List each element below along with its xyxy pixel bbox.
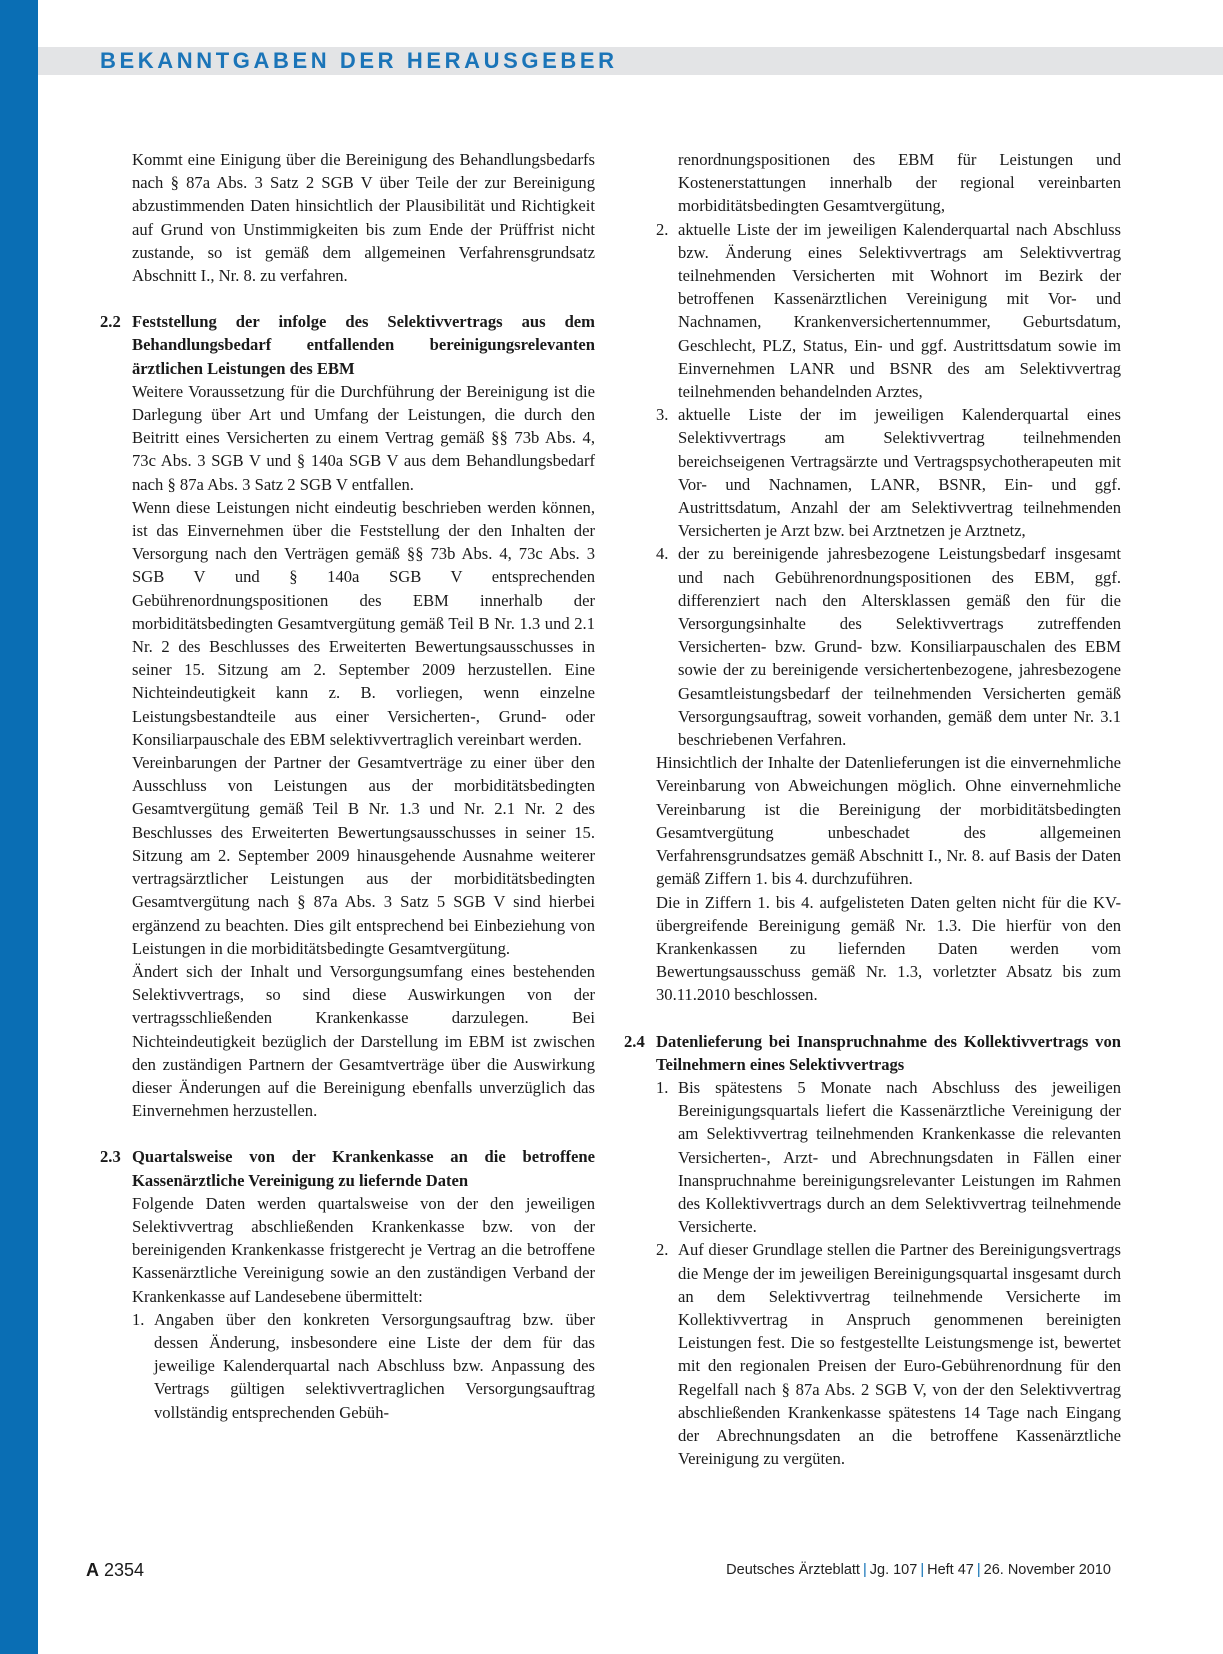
section-2-3 bbox=[100, 1145, 595, 1423]
list-item-number: 1. bbox=[132, 1309, 145, 1329]
section-2-4-title: Datenlieferung bei Inanspruchnahme des Kollektivvertrags von Teilnehmern eines Selektivvertrags bbox=[656, 1031, 1121, 1074]
section-header-title: BEKANNTGABEN DER HERAUSGEBER bbox=[100, 48, 618, 73]
list-item-number: 4. bbox=[656, 544, 669, 564]
list-item-text: aktuelle Liste der im jeweiligen Kalenderquartal eines Selektivvertrags am Selektivvertrag teilnehmenden bereichseigenen Vertragsärzte und Vertragspsychotherapeuten mit Vor- und Nachnamen, LANR, BSNR, Ein- und ggf. Austrittsdatum, Anzahl der am Selektivvertrag teilnehmenden Versicherten je Arzt bzw. bei Arztnetzen je Arztnetz, bbox=[678, 405, 1121, 541]
page-prefix: A bbox=[86, 1560, 99, 1580]
list-item bbox=[656, 542, 1121, 751]
list-item bbox=[656, 1238, 1121, 1470]
list-item-number: 1. bbox=[656, 1077, 669, 1097]
journal-issue: Heft 47 bbox=[927, 1562, 974, 1578]
list-item-number: 2. bbox=[656, 1240, 669, 1260]
page-number-value: 2354 bbox=[104, 1560, 145, 1580]
journal-volume: Jg. 107 bbox=[869, 1562, 918, 1578]
footer-separator: | bbox=[920, 1562, 925, 1578]
journal-footer bbox=[726, 1562, 1111, 1578]
section-2-4-list bbox=[656, 1076, 1121, 1470]
journal-name: Deutsches Ärzteblatt bbox=[726, 1562, 860, 1578]
list-item-text: der zu bereinigende jahresbezogene Leistungsbedarf insgesamt und nach Gebührenordnungspositionen des EBM, ggf. differenziert nach den Altersklassen gemäß den für die Versorgungsinhalte des Selektivvertrags zutreffenden Versicherten- bzw. Grund- bzw. Konsiliarpauschalen des EBM sowie der zu bereinigende versichertenbezogene, jahresbezogene Gesamtleistungsbedarf der teilnehmenden Versicherten gemäß Versorgungsauftrag, soweit vorhanden, gemäß dem unter Nr. 3.1 beschriebenen Verfahren. bbox=[678, 544, 1121, 750]
data-delivery-paragraph-2: Die in Ziffern 1. bis 4. aufgelisteten Daten gelten nicht für die KV-übergreifende Bereinigung gemäß Nr. 1.3. Die hierfür von den Krankenkassen zu liefernden Daten werden vom Bewertungsausschuss gemäß Nr. 1.3, vorletzter Absatz bis zum 30.11.2010 beschlossen. bbox=[656, 892, 1121, 1005]
page-number bbox=[86, 1560, 144, 1581]
list-item-text: Angaben über den konkreten Versorgungsauftrag bzw. über dessen Änderung, insbesondere eine Liste der dem für das jeweilige Kalenderquartal nach Abschluss bzw. Anpassung des Vertrags gültigen selektivvertraglichen Versorgungsauftrag vollständig entsprechenden Gebüh- bbox=[154, 1309, 595, 1422]
section-2-3-number: 2.3 bbox=[100, 1147, 121, 1167]
list-item-1-continuation: renordnungspositionen des EBM für Leistungen und Kostenerstattungen innerhalb der regional vereinbarten morbiditätsbedingten Gesamtvergütung, bbox=[678, 150, 1121, 216]
list-item-text: Auf dieser Grundlage stellen die Partner des Bereinigungsvertrags die Menge der im jeweiligen Bereinigungsquartal insgesamt durch an dem Selektivvertrag teilnehmende Versicherte im Kollektivvertrag in Anspruch genommenen bereinigten Leistungen fest. Die so festgestellte Leistungsmenge ist, bewertet mit den regionalen Preisen der Euro-Gebührenordnung für den Regelfall nach § 87a Abs. 2 SGB V, von der den Selektivvertrag abschließenden Krankenkasse spätestens 14 Tage nach Eingang der Abrechnungsdaten an die betroffene Kassenärztliche Vereinigung zu vergüten. bbox=[678, 1240, 1121, 1469]
list-item-text: aktuelle Liste der im jeweiligen Kalenderquartal nach Abschluss bzw. Änderung eines Selektivvertrags am Selektivvertrag teilnehmenden Versicherten mit Wohnort im Bezirk der betroffenen Kassenärztlichen Vereinigung mit Vor- und Nachnamen, Krankenversichertennummer, Geburtsdatum, Geschlecht, PLZ, Status, Ein- und ggf. Austrittsdatum sowie im Einvernehmen LANR und BSNR des am Selektivvertrag teilnehmenden behandelnden Arztes, bbox=[678, 219, 1121, 402]
section-2-2-paragraph-3: Vereinbarungen der Partner der Gesamtverträge zu einer über den Ausschluss von Leistungen aus der morbiditätsbedingten Gesamtvergütung gemäß Teil B Nr. 1.3 und Nr. 2.1 Nr. 2 des Beschlusses des Erweiterten Bewertungsausschusses in seiner 15. Sitzung am 2. September 2009 hinausgehende Ausnahme weiterer vertragsärztlicher Leistungen aus der morbiditätsbedingten Gesamtvergütung nach § 87a Abs. 3 Satz 5 SGB V sind hierbei ergänzend zu beachten. Dies gilt entsprechend bei Einbeziehung von Leistungen in die morbiditätsbedingte Gesamtvergütung. bbox=[132, 753, 595, 958]
section-2-3-paragraph-1: Folgende Daten werden quartalsweise von der den jeweiligen Selektivvertrag abschließenden Krankenkasse bzw. von der bereinigenden Krankenkasse fristgerecht je Vertrag an die betroffene Kassenärztliche Vereinigung sowie an den zuständigen Verband der Krankenkasse auf Landesebene übermittelt: bbox=[132, 1193, 595, 1306]
section-2-3-list bbox=[132, 1308, 595, 1424]
list-item-number: 3. bbox=[656, 405, 669, 425]
data-delivery-paragraph-1: Hinsichtlich der Inhalte der Datenlieferungen ist die einvernehmliche Vereinbarung von Abweichungen möglich. Ohne einvernehmliche Vereinbarung ist die Bereinigung der morbiditätsbedingten Gesamtvergütung unbeschadet des allgemeinen Verfahrensgrundsatzes gemäß Abschnitt I., Nr. 8. auf Basis der Daten gemäß Ziffern 1. bis 4. durchzuführen. bbox=[656, 753, 1121, 889]
list-item bbox=[656, 403, 1121, 542]
section-2-4 bbox=[624, 1030, 1121, 1471]
section-2-3-list-continued bbox=[656, 218, 1121, 752]
footer-separator: | bbox=[862, 1562, 867, 1578]
section-2-4-number: 2.4 bbox=[624, 1031, 645, 1051]
list-item bbox=[132, 1308, 595, 1424]
footer-separator: | bbox=[976, 1562, 981, 1578]
section-2-2 bbox=[100, 310, 595, 1122]
list-item-number: 2. bbox=[656, 219, 669, 239]
journal-date: 26. November 2010 bbox=[983, 1562, 1111, 1578]
section-2-2-paragraph-1: Weitere Voraussetzung für die Durchführung der Bereinigung ist die Darlegung über Art und Umfang der Leistungen, die durch den Beitritt eines Versicherten zu einem Vertrag gemäß §§ 73b Abs. 4, 73c Abs. 3 SGB V und § 140a SGB V aus dem Behandlungsbedarf nach § 87a Abs. 3 Satz 2 SGB V entfallen. bbox=[132, 381, 595, 494]
section-2-2-title: Feststellung der infolge des Selektivvertrags aus dem Behandlungsbedarf entfallenden bereinigungsrelevanten ärztlichen Leistungen des EBM bbox=[132, 312, 595, 378]
list-item bbox=[656, 1076, 1121, 1238]
section-2-2-number: 2.2 bbox=[100, 312, 121, 332]
section-2-2-paragraph-2: Wenn diese Leistungen nicht eindeutig beschrieben werden können, ist das Einvernehmen über die Feststellung der den Inhalten der Versorgung nach den Verträgen gemäß §§ 73b Abs. 4, 73c Abs. 3 SGB V und § 140a SGB V entsprechenden Gebührenordnungspositionen des EBM innerhalb der morbiditätsbedingten Gesamtvergütung gemäß Teil B Nr. 1.3 und 2.1 Nr. 2 des Beschlusses des Erweiterten Bewertungsausschusses in seiner 15. Sitzung am 2. September 2009 herzustellen. Eine Nichteindeutigkeit kann z. B. vorliegen, wenn einzelne Leistungsbestandteile aus einer Versicherten-, Grund- oder Konsiliarpauschale des EBM selektivvertraglich vereinbart werden. bbox=[132, 497, 595, 749]
section-2-2-paragraph-4: Ändert sich der Inhalt und Versorgungsumfang eines bestehenden Selektivvertrags, so sind diese Auswirkungen von der vertragsschließenden Krankenkasse darzulegen. Bei Nichteindeutigkeit bezüglich der Darstellung im EBM ist zwischen den zuständigen Partnern der Gesamtverträge über die Auswirkung dieser Änderungen auf die Bereinigung ebenfalls unverzüglich das Einvernehmen herzustellen. bbox=[132, 961, 595, 1121]
intro-paragraph: Kommt eine Einigung über die Bereinigung des Behandlungsbedarfs nach § 87a Abs. 3 Satz 2 SGB V über Teile der zur Bereinigung abzustimmenden Daten hinsichtlich der Plausibilität und Richtigkeit auf Grund von Unstimmigkeiten bis zum Ende der Prüffrist nicht zustande, so ist gemäß dem allgemeinen Verfahrensgrundsatz Abschnitt I., Nr. 8. zu verfahren. bbox=[132, 150, 595, 286]
left-blue-bar bbox=[0, 0, 38, 1654]
left-column bbox=[100, 148, 595, 1424]
list-item-text: Bis spätestens 5 Monate nach Abschluss des jeweiligen Bereinigungsquartals liefert die Kassenärztliche Vereinigung der am Selektivvertrag teilnehmenden Krankenkasse die relevanten Versicherten-, Arzt- und Abrechnungsdaten in Fällen einer Inanspruchnahme bereinigungsrelevanter Leistungen im Rahmen des Kollektivvertrags durch an dem Selektivvertrag teilnehmende Versicherte. bbox=[678, 1077, 1121, 1237]
section-2-3-title: Quartalsweise von der Krankenkasse an die betroffene Kassenärztliche Vereinigung zu liefernde Daten bbox=[132, 1147, 595, 1190]
right-column bbox=[624, 148, 1121, 1470]
list-item bbox=[656, 218, 1121, 404]
